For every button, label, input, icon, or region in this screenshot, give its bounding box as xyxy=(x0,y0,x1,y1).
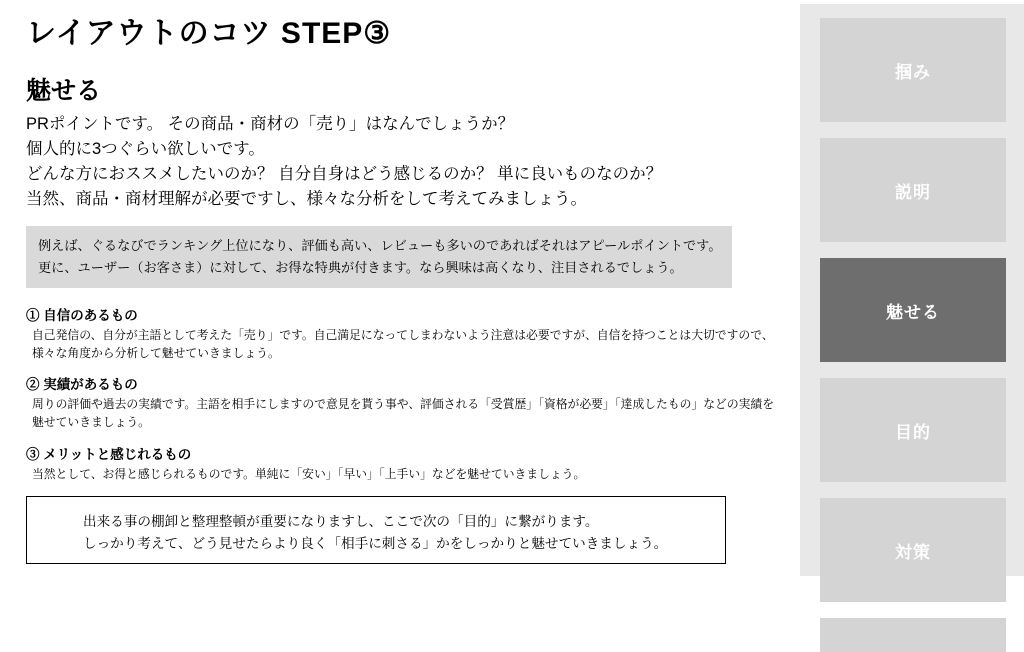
sidebar-item-extra[interactable] xyxy=(820,618,1006,652)
sidebar-item-tsukami[interactable] xyxy=(820,18,1006,122)
sidebar-item-label: 目的 xyxy=(895,422,931,442)
conclusion-line: しっかり考えて、どう見せたらより良く「相手に刺さる」かをしっかりと魅せていきましょう。 xyxy=(83,535,668,551)
point-body: 当然として、お得と感じられるものです。単純に「安い」「早い」「上手い」などを魅せていきましょう。 xyxy=(32,466,586,481)
lead-line: PRポイントです。 その商品・商材の「売り」はなんでしょうか？ xyxy=(26,115,515,133)
example-note-box xyxy=(26,226,732,288)
sidebar-item-label: 説明 xyxy=(895,182,931,202)
conclusion-line: 出来る事の棚卸と整理整頓が重要になりますし、ここで次の「目的」に繋がります。 xyxy=(83,513,599,529)
sidebar-item-miseru[interactable] xyxy=(820,258,1006,362)
sidebar-item-label: 魅せる xyxy=(886,302,940,322)
sidebar-item-label: 掴み xyxy=(895,62,931,82)
lead-line: 当然、商品・商材理解が必要ですし、様々な分析をして考えてみましょう。 xyxy=(26,190,587,209)
point-body: 周りの評価や過去の実績です。主語を相手にしますので意見を貰う事や、評価される「受賞歴」「資格が必要」「達成したもの」などの実績を魅せていきましょう。 xyxy=(32,397,775,430)
section-subtitle: 魅せる xyxy=(26,77,102,105)
points-list xyxy=(26,304,778,483)
list-item xyxy=(26,443,778,484)
note-line: 例えば、ぐるなびでランキング上位になり、評価も高い、レビューも多いのであればそれはアピールポイントです。 xyxy=(38,238,722,254)
list-item xyxy=(26,304,778,362)
step-sidebar-items xyxy=(820,18,1006,652)
sidebar-item-mokuteki[interactable] xyxy=(820,378,1006,482)
lead-line: どんな方におススメしたいのか？ 自分自身はどう感じるのか？ 単に良いものなのか？ xyxy=(26,165,663,184)
slide-content xyxy=(26,8,778,568)
point-heading: ② 実績があるもの xyxy=(26,377,138,393)
sidebar-item-taisaku[interactable] xyxy=(820,498,1006,602)
note-line: 更に、ユーザー（お客さま）に対して、お得な特典が付きます。なら興味は高くなり、注目されるでしょう。 xyxy=(38,259,683,275)
lead-line: 個人的に3つぐらい欲しいです。 xyxy=(26,140,265,159)
point-heading: ③ メリットと感じれるもの xyxy=(26,446,192,462)
page-title: レイアウトのコツ STEP③ xyxy=(26,17,392,50)
sidebar-item-setsumei[interactable] xyxy=(820,138,1006,242)
conclusion-box xyxy=(26,496,726,564)
point-body: 自己発信の、自分が主語として考えた「売り」です。自己満足になってしまわないよう注意は必要ですが、自信を持つことは大切ですので、様々な角度から分析して魅せていきましょう。 xyxy=(32,328,774,360)
point-heading: ① 自信のあるもの xyxy=(26,308,138,324)
list-item xyxy=(26,373,778,431)
lead-paragraph xyxy=(26,112,778,212)
step-sidebar xyxy=(800,4,1024,576)
sidebar-item-label: 対策 xyxy=(895,542,931,562)
